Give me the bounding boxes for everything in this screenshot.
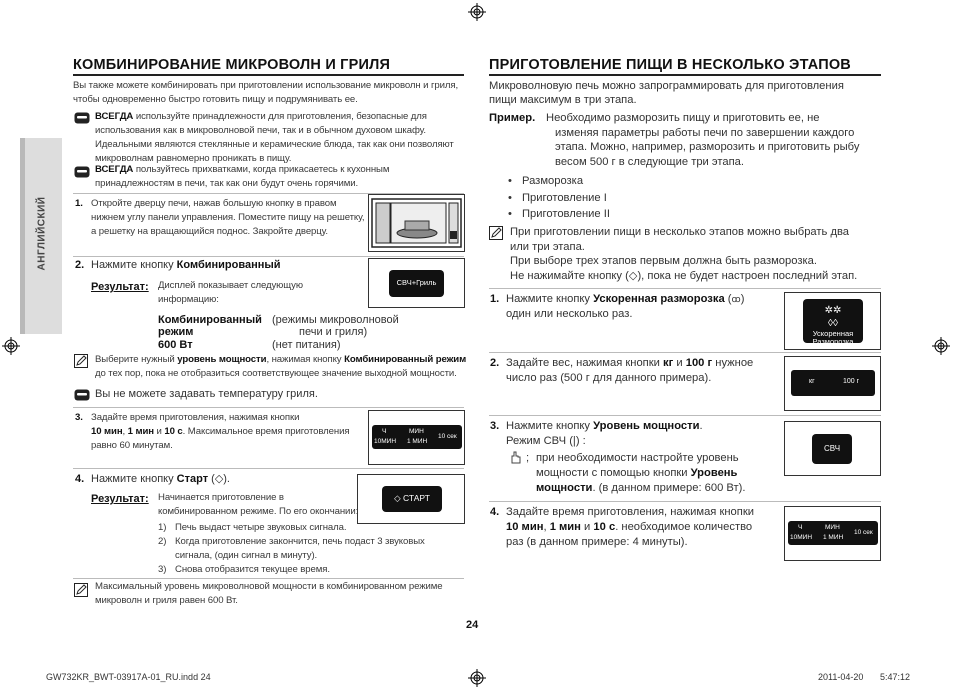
combo-mode-desc: (режимы микроволновой печи и гриля) xyxy=(272,314,399,338)
tip-always-mitts: ВСЕГДА пользуйтесь прихватками, когда прикасаетесь к кухонным принадлежностям в печи, так как они будут очень горячими. xyxy=(95,164,390,189)
right-step1-number: 1. xyxy=(490,293,500,305)
hand-press-icon xyxy=(509,450,523,464)
list-item: • Разморозка xyxy=(522,173,610,190)
defrost-icon: ꝏ xyxy=(731,294,741,304)
microwave-illustration xyxy=(368,194,465,252)
kg-button: кг xyxy=(809,378,815,385)
step3-number: 3. xyxy=(75,412,83,423)
100g-button: 100 г xyxy=(843,378,860,385)
note-pencil-icon xyxy=(74,583,88,597)
defrost-drops-icon: ✲✲ ◊◊ xyxy=(824,305,842,329)
right-step3-sub: при необходимости настройте уровень мощности с помощью кнопки Уровень мощности. (в данном примере: 600 Вт). xyxy=(536,452,746,494)
step4-text: Нажмите кнопку Старт (◇). xyxy=(91,473,230,485)
right-step2-text: Задайте вес, нажимая кнопки кг и 100 г нужное число раз (500 г для данного примера). xyxy=(506,357,754,384)
list-item: 3) Снова отобразится текущее время. xyxy=(158,564,330,575)
separator xyxy=(489,352,881,353)
separator xyxy=(489,288,881,289)
power-desc: (нет питания) xyxy=(272,339,341,351)
left-title-rule xyxy=(73,74,464,76)
registration-mark-right xyxy=(932,337,950,355)
microwave-button-display xyxy=(784,421,881,476)
list-item: 2) Когда приготовление закончится, печь подаст 3 звуковых xyxy=(158,536,425,547)
left-intro-line2: чтобы одновременно быстро готовить пищу и подрумянивать ее. xyxy=(73,94,358,105)
footer-time: 5:47:12 xyxy=(880,672,911,682)
left-section-title: КОМБИНИРОВАНИЕ МИКРОВОЛН И ГРИЛЯ xyxy=(73,57,391,73)
microwave-oven-icon xyxy=(369,195,464,251)
defrost-button: ✲✲ ◊◊ Ускоренная Разморозка xyxy=(803,299,863,343)
list-item: • Приготовление II xyxy=(522,206,610,223)
right-step4-text: Задайте время приготовления, нажимая кнопки 10 мин, 1 мин и 10 с. необходимое количество раз (в данном примере: 4 минуты). xyxy=(506,506,754,548)
timer-buttons: Ч МИН 10МИН 1 МИН 10 сек xyxy=(788,521,878,545)
right-step3-semicolon: ; xyxy=(526,452,530,464)
note-multistage: При приготовлении пищи в несколько этапов можно выбрать два или три этапа. При выборе трех этапов первым должна быть разморозка. Не нажимайте кнопку (◇), пока не будет настроен последний этап. xyxy=(510,226,858,282)
right-section-title: ПРИГОТОВЛЕНИЕ ПИЩИ В НЕСКОЛЬКО ЭТАПОВ xyxy=(489,57,851,73)
right-step3-text: Нажмите кнопку Уровень мощности. Режим СВЧ (|) : xyxy=(506,420,703,447)
combo-button-display xyxy=(368,258,465,308)
start-diamond-icon: ◇ xyxy=(394,493,401,503)
right-step2-number: 2. xyxy=(490,357,500,369)
result-label: Результат: xyxy=(91,281,149,293)
list-item: 1) Печь выдаст четыре звуковых сигнала. xyxy=(158,522,347,533)
separator xyxy=(73,468,464,469)
note-pencil-icon xyxy=(74,354,88,368)
timer-buttons: Ч МИН 10МИН 1 МИН 10 сек xyxy=(372,425,462,449)
microwave-button: СВЧ xyxy=(812,434,852,464)
footer-file: GW732KR_BWT-03917A-01_RU.indd 24 xyxy=(46,672,211,682)
step1-number: 1. xyxy=(75,198,83,209)
right-step4-number: 4. xyxy=(490,506,500,518)
step2-text: Нажмите кнопку Комбинированный xyxy=(91,259,281,271)
stage-list xyxy=(522,173,610,223)
result-label: Результат: xyxy=(91,493,149,505)
start-button: ◇ СТАРТ xyxy=(382,486,442,512)
step3-text: Задайте время приготовления, нажимая кнопки 10 мин, 1 мин и 10 с. Максимальное время приготовления равно 60 минутам. xyxy=(91,412,350,451)
step4-list xyxy=(158,521,425,577)
weight-buttons xyxy=(791,370,875,396)
registration-mark-top xyxy=(468,3,486,21)
right-title-rule xyxy=(489,74,881,76)
step1-text: Откройте дверцу печи, нажав большую кнопку в правом нижнем углу панели управления. Поместите пищу на решетку, а решетку на вращающийся поднос. Закройте дверцу. xyxy=(91,198,365,237)
pointing-hand-icon xyxy=(74,389,90,401)
note-pencil-icon xyxy=(489,226,503,240)
combo-button: СВЧ+Гриль xyxy=(389,270,444,297)
step2-result: Дисплей показывает следующую информацию: xyxy=(158,280,303,305)
language-side-label: АНГЛИЙСКИЙ xyxy=(36,196,48,271)
pointing-hand-icon xyxy=(74,166,90,178)
note-max-power: Максимальный уровень микроволновой мощности в комбинированном режиме микроволн и гриля равен 600 Вт. xyxy=(95,581,443,606)
list-item: • Приготовление I xyxy=(522,190,610,207)
weight-buttons-display xyxy=(784,356,881,411)
example-text: Необходимо разморозить пищу и приготовить ее, не изменяя параметры работы печи по завершении каждого этапа. Можно, например, разморозить и приготовить рыбу весом 500 г в следующие три этапа. xyxy=(546,112,860,168)
separator xyxy=(489,415,881,416)
page-number: 24 xyxy=(466,619,479,631)
left-intro-line1: Вы также можете комбинировать при приготовлении использование микроволн и гриля, xyxy=(73,80,459,91)
right-step1-text: Нажмите кнопку Ускоренная разморозка (ꝏ) один или несколько раз. xyxy=(506,293,745,320)
right-step3-number: 3. xyxy=(490,420,500,432)
registration-mark-left xyxy=(2,337,20,355)
tip-grill-temp: Вы не можете задавать температуру гриля. xyxy=(95,388,318,400)
timer-panel-right xyxy=(784,506,881,561)
left-intro xyxy=(73,79,468,107)
start-button-display xyxy=(357,474,465,524)
registration-mark-bottom xyxy=(468,669,486,687)
combo-mode-name: Комбинированный режим xyxy=(158,314,262,338)
step4-result: Начинается приготовление в комбинированном режиме. По его окончании: xyxy=(158,492,359,517)
step2-number: 2. xyxy=(75,259,85,271)
footer-date: 2011-04-20 xyxy=(818,672,864,682)
list-item: сигнала, (один сигнал в минуту). xyxy=(175,550,318,561)
defrost-button-display xyxy=(784,292,881,350)
separator xyxy=(73,407,464,408)
separator xyxy=(489,501,881,502)
separator xyxy=(73,256,464,257)
pointing-hand-icon xyxy=(74,112,90,124)
separator xyxy=(73,578,464,579)
note-power-level: Выберите нужный уровень мощности, нажимая кнопку Комбинированный режим до тех пор, пока не отобразиться соответствующее значение выходной мощности. xyxy=(95,354,467,379)
step4-number: 4. xyxy=(75,473,85,485)
right-intro: Микроволновую печь можно запрограммировать для приготовления пищи максимум в три этапа. xyxy=(489,80,844,106)
language-side-tab xyxy=(20,138,62,334)
power-value: 600 Вт xyxy=(158,339,193,351)
example-label: Пример. xyxy=(489,112,536,124)
timer-panel-left xyxy=(368,410,465,465)
tip-always-dishes: ВСЕГДА используйте принадлежности для приготовления, безопасные для использования как в микроволновой печи, так и в обычном духовом шкафу. Идеальными являются стеклянные и керамические блюда, так как они позволяют микроволнам равномерно проникать в пищу. xyxy=(95,111,454,164)
